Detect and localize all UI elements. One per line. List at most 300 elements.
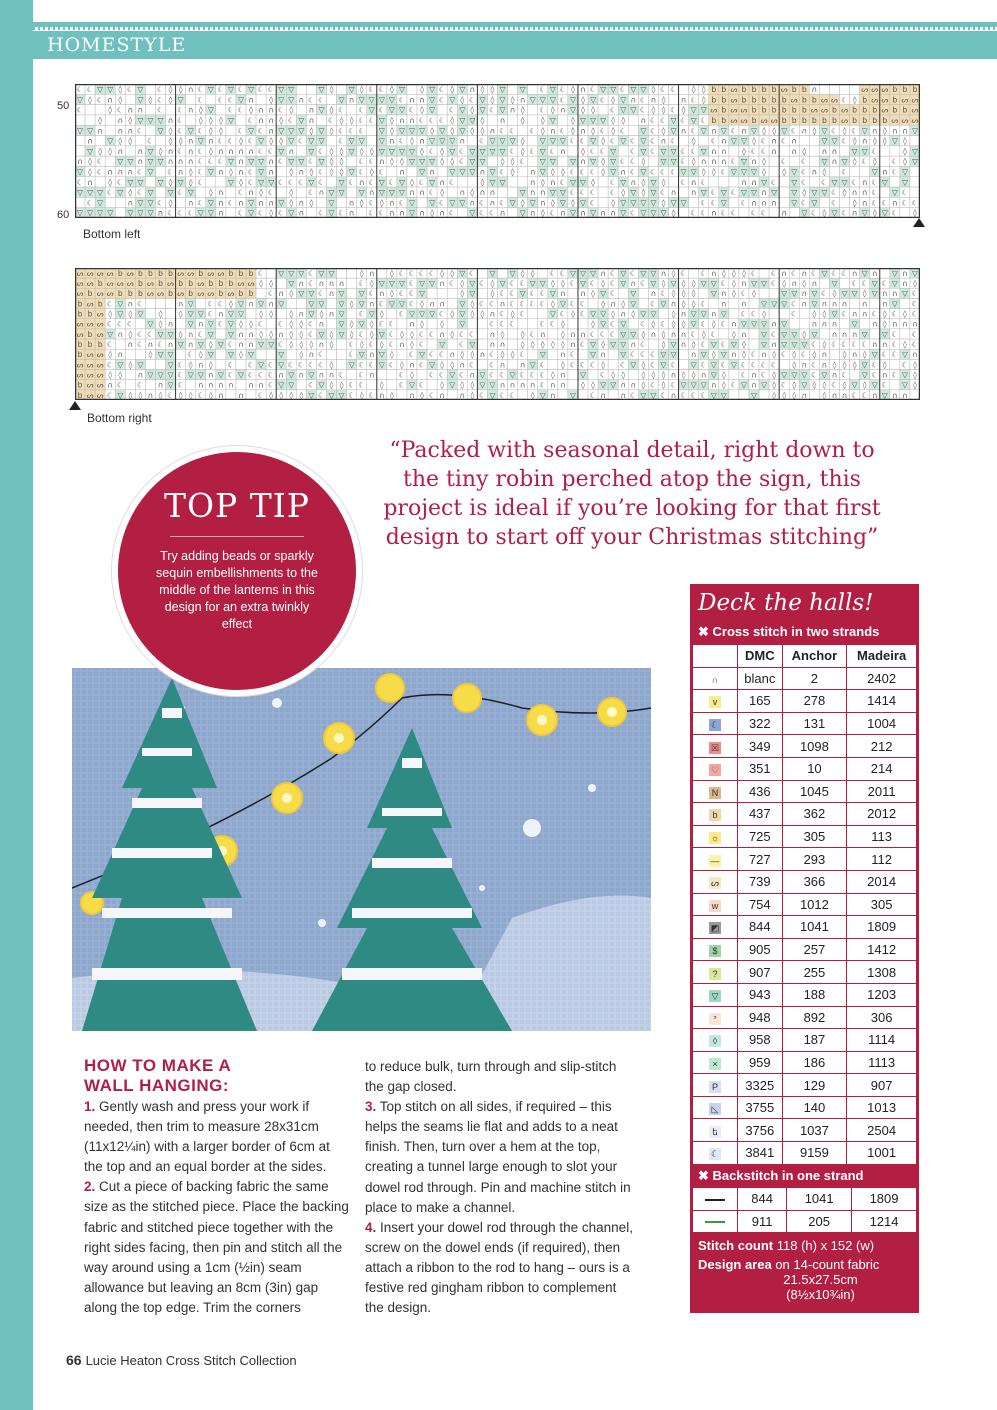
svg-text:∩: ∩ (761, 188, 767, 198)
svg-text:b: b (248, 289, 254, 299)
svg-text:☾: ☾ (136, 329, 144, 339)
svg-text:◊: ◊ (641, 380, 646, 390)
svg-text:∩: ∩ (419, 208, 425, 218)
svg-text:☾: ☾ (177, 380, 185, 390)
svg-text:◊: ◊ (128, 390, 133, 400)
svg-text:◊: ◊ (108, 309, 113, 319)
svg-text:☾: ☾ (277, 339, 285, 349)
svg-text:☾: ☾ (891, 309, 899, 319)
key-dmc-cell: 943 (738, 983, 783, 1006)
svg-text:◊: ◊ (560, 167, 565, 177)
svg-text:▽: ▽ (539, 167, 546, 177)
svg-text:▽: ▽ (811, 299, 818, 309)
svg-text:☾: ☾ (267, 360, 275, 370)
svg-text:∩: ∩ (248, 95, 254, 105)
svg-text:◊: ◊ (651, 85, 656, 95)
svg-text:∩: ∩ (851, 188, 858, 198)
svg-text:◊: ◊ (812, 309, 817, 319)
svg-text:▽: ▽ (720, 198, 727, 208)
svg-text:☾: ☾ (418, 380, 426, 390)
svg-text:◊: ◊ (742, 268, 746, 278)
svg-text:∩: ∩ (248, 339, 254, 349)
svg-text:◊: ◊ (128, 136, 133, 146)
svg-text:▽: ▽ (569, 157, 576, 167)
svg-text:▽: ▽ (288, 95, 295, 105)
svg-text:☾: ☾ (338, 136, 346, 146)
svg-text:☾: ☾ (136, 167, 144, 177)
svg-text:☾: ☾ (800, 167, 808, 177)
svg-text:∩: ∩ (580, 85, 586, 95)
svg-text:◊: ◊ (852, 360, 857, 370)
svg-text:◊: ◊ (118, 95, 123, 105)
thread-symbol-icon: ◺ (709, 1103, 721, 1115)
svg-text:☾: ☾ (509, 390, 517, 400)
svg-text:▽: ▽ (881, 329, 888, 339)
svg-text:▽: ▽ (318, 105, 325, 115)
svg-text:☾: ☾ (700, 360, 708, 370)
svg-text:▽: ▽ (720, 390, 727, 400)
svg-text:◊: ◊ (309, 198, 314, 208)
svg-text:☾: ☾ (307, 360, 315, 370)
svg-text:◊: ◊ (400, 360, 404, 370)
svg-text:▽: ▽ (912, 268, 918, 278)
svg-text:☾: ☾ (358, 157, 366, 167)
key-madeira-cell: 113 (847, 825, 917, 848)
svg-text:☾: ☾ (831, 380, 838, 390)
svg-text:▽: ▽ (358, 299, 365, 309)
svg-text:∩: ∩ (409, 390, 415, 400)
svg-text:◊: ◊ (389, 390, 394, 400)
chart-bottom-right (75, 268, 920, 400)
svg-text:◊: ◊ (98, 146, 103, 156)
svg-text:☾: ☾ (599, 146, 607, 156)
svg-text:◊: ◊ (842, 380, 847, 390)
svg-text:◊: ◊ (188, 390, 193, 400)
svg-text:☾: ☾ (831, 126, 838, 136)
key-anchor-cell: 1041 (782, 916, 847, 939)
svg-text:◊: ◊ (490, 289, 495, 299)
key-symbol-cell (693, 870, 738, 893)
svg-text:▽: ▽ (489, 380, 496, 390)
svg-text:▽: ▽ (419, 126, 426, 136)
svg-text:◊: ◊ (470, 350, 475, 360)
svg-text:☾: ☾ (338, 105, 346, 115)
svg-text:◊: ◊ (329, 126, 334, 136)
svg-text:▽: ▽ (529, 95, 536, 105)
svg-text:▽: ▽ (227, 115, 234, 125)
thread-symbol-icon: P (709, 1081, 721, 1093)
svg-text:∩: ∩ (389, 136, 395, 146)
design-area-size (698, 1272, 913, 1302)
svg-text:◊: ◊ (591, 289, 595, 299)
key-cross-heading: ✖ Cross stitch in two strands (698, 624, 880, 639)
svg-text:∩: ∩ (298, 279, 305, 289)
svg-text:∩: ∩ (97, 126, 103, 136)
key-row (693, 848, 917, 871)
svg-text:☾: ☾ (106, 188, 114, 198)
svg-text:☾: ☾ (861, 279, 869, 289)
svg-text:☾: ☾ (378, 208, 386, 218)
svg-text:▽: ▽ (137, 115, 144, 125)
svg-text:▽: ▽ (348, 146, 355, 156)
svg-text:∩: ∩ (831, 146, 838, 156)
svg-text:▽: ▽ (469, 157, 476, 167)
svg-text:☾: ☾ (770, 329, 778, 339)
thread-key-table (692, 644, 917, 1165)
svg-text:☾: ☾ (539, 105, 547, 115)
svg-text:▽: ▽ (670, 198, 677, 208)
svg-text:◊: ◊ (128, 329, 133, 339)
svg-text:▽: ▽ (912, 126, 918, 136)
svg-text:◊: ◊ (561, 329, 565, 339)
svg-text:☾: ☾ (841, 339, 848, 349)
svg-text:▽: ▽ (328, 390, 335, 400)
svg-text:☾: ☾ (86, 85, 94, 95)
svg-text:∩: ∩ (670, 390, 677, 400)
svg-text:∩: ∩ (308, 350, 315, 360)
svg-text:◊: ◊ (450, 309, 455, 319)
svg-text:▽: ▽ (288, 136, 295, 146)
svg-text:∩: ∩ (318, 319, 325, 329)
svg-text:◊: ◊ (882, 136, 887, 146)
svg-text:◊: ◊ (772, 126, 777, 136)
svg-text:☾: ☾ (438, 350, 446, 360)
svg-text:∩: ∩ (238, 198, 244, 208)
svg-text:▽: ▽ (298, 268, 305, 278)
svg-text:☾: ☾ (177, 115, 185, 125)
svg-text:∩: ∩ (248, 146, 254, 156)
svg-text:☾: ☾ (780, 380, 788, 390)
svg-text:☾: ☾ (217, 319, 225, 329)
svg-text:▽: ▽ (690, 115, 697, 125)
svg-text:▽: ▽ (77, 167, 83, 177)
svg-text:◊: ◊ (249, 319, 253, 329)
step-text: Gently wash and press your work if needed, then trim to measure 28x31cm (11x12¼in) with a larger border of 6cm at the top and an equal border at the sides. (84, 1099, 330, 1175)
svg-text:☾: ☾ (549, 268, 557, 278)
svg-text:◊: ◊ (550, 370, 555, 380)
svg-text:b: b (158, 268, 163, 278)
svg-text:☾: ☾ (438, 115, 446, 125)
svg-text:▽: ▽ (499, 136, 506, 146)
svg-text:ᔕ: ᔕ (730, 95, 738, 105)
svg-text:☾: ☾ (569, 136, 577, 146)
svg-text:∩: ∩ (690, 177, 697, 187)
svg-text:∩: ∩ (348, 208, 355, 218)
instructions-title-line2: WALL HANGING: (84, 1076, 230, 1095)
svg-text:◊: ◊ (671, 289, 676, 299)
svg-text:▽: ▽ (409, 309, 415, 319)
svg-text:b: b (862, 115, 868, 125)
svg-text:▽: ▽ (901, 177, 908, 187)
svg-text:◊: ◊ (691, 136, 696, 146)
svg-text:▽: ▽ (117, 157, 124, 167)
svg-text:☾: ☾ (589, 188, 597, 198)
svg-text:▽: ▽ (157, 370, 164, 380)
svg-text:∩: ∩ (399, 208, 405, 218)
svg-text:▽: ▽ (429, 198, 436, 208)
svg-text:◊: ◊ (218, 126, 223, 136)
key-symbol-cell (693, 667, 738, 690)
svg-text:◊: ◊ (359, 339, 364, 349)
svg-text:∩: ∩ (821, 146, 828, 156)
svg-text:☾: ☾ (237, 85, 245, 95)
svg-text:ᔕ: ᔕ (96, 319, 104, 329)
svg-text:▽: ▽ (127, 177, 134, 187)
svg-text:☾: ☾ (509, 279, 517, 289)
svg-text:∩: ∩ (127, 198, 134, 208)
svg-text:▽: ▽ (861, 370, 868, 380)
key-dmc-cell: 959 (738, 1051, 783, 1074)
svg-text:∩: ∩ (871, 390, 878, 400)
svg-text:∩: ∩ (288, 146, 295, 156)
svg-text:∩: ∩ (238, 390, 244, 400)
svg-text:☾: ☾ (639, 339, 647, 349)
svg-text:▽: ▽ (398, 146, 405, 156)
svg-text:☾: ☾ (881, 350, 889, 360)
svg-text:∩: ∩ (318, 370, 325, 380)
svg-text:◊: ◊ (601, 339, 606, 349)
svg-text:∩: ∩ (368, 188, 375, 198)
svg-text:b: b (771, 95, 777, 105)
svg-text:∩: ∩ (771, 136, 777, 146)
svg-text:▽: ▽ (891, 136, 898, 146)
svg-text:◊: ◊ (762, 157, 766, 167)
svg-text:◊: ◊ (671, 268, 676, 278)
svg-text:▽: ▽ (630, 105, 637, 115)
svg-text:b: b (781, 115, 787, 125)
svg-text:◊: ◊ (611, 95, 616, 105)
svg-text:∩: ∩ (248, 380, 254, 390)
svg-text:▽: ▽ (690, 380, 697, 390)
svg-text:◊: ◊ (520, 329, 525, 339)
svg-text:∩: ∩ (811, 319, 818, 329)
svg-text:☾: ☾ (891, 339, 899, 349)
key-row (693, 825, 917, 848)
svg-text:◊: ◊ (701, 95, 706, 105)
svg-text:b: b (188, 279, 194, 289)
svg-text:☾: ☾ (157, 105, 164, 115)
svg-text:☾: ☾ (700, 198, 708, 208)
svg-text:▽: ▽ (429, 157, 436, 167)
svg-text:◊: ◊ (520, 115, 525, 125)
svg-text:▽: ▽ (248, 157, 255, 167)
svg-text:☾: ☾ (96, 167, 104, 177)
svg-text:▽: ▽ (318, 126, 325, 136)
svg-text:∩: ∩ (861, 188, 868, 198)
svg-text:☾: ☾ (197, 329, 205, 339)
svg-text:∩: ∩ (208, 370, 214, 380)
svg-text:▽: ▽ (811, 289, 818, 299)
svg-text:b: b (178, 279, 184, 289)
svg-text:☾: ☾ (237, 208, 245, 218)
svg-text:◊: ◊ (561, 279, 565, 289)
svg-text:ᔕ: ᔕ (126, 268, 134, 278)
svg-text:☾: ☾ (509, 126, 517, 136)
svg-text:▽: ▽ (690, 167, 697, 177)
svg-text:☾: ☾ (911, 198, 919, 208)
svg-text:◊: ◊ (701, 85, 706, 95)
svg-text:☾: ☾ (680, 268, 688, 278)
top-tip-title: TOP TIP (163, 486, 310, 525)
svg-text:▽: ▽ (378, 188, 385, 198)
svg-text:◊: ◊ (591, 319, 595, 329)
svg-text:∩: ∩ (892, 198, 898, 208)
svg-text:☾: ☾ (499, 126, 506, 136)
svg-text:▽: ▽ (700, 279, 707, 289)
svg-text:∩: ∩ (811, 279, 818, 289)
svg-text:◊: ◊ (913, 370, 917, 380)
svg-text:▽: ▽ (590, 309, 596, 319)
svg-text:☾: ☾ (871, 188, 879, 198)
svg-text:ᔕ: ᔕ (197, 289, 205, 299)
svg-text:▽: ▽ (720, 309, 727, 319)
svg-text:◊: ◊ (359, 146, 364, 156)
svg-text:◊: ◊ (681, 289, 686, 299)
svg-text:☾: ☾ (891, 208, 899, 218)
svg-text:▽: ▽ (700, 126, 707, 136)
key-row (693, 780, 917, 803)
svg-text:◊: ◊ (329, 157, 334, 167)
svg-text:▽: ▽ (841, 177, 848, 187)
svg-text:∩: ∩ (238, 167, 244, 177)
svg-text:▽: ▽ (167, 370, 174, 380)
svg-text:∩: ∩ (690, 188, 697, 198)
svg-text:∩: ∩ (338, 279, 345, 289)
svg-text:☾: ☾ (720, 319, 728, 329)
svg-text:ᔕ: ᔕ (106, 268, 114, 278)
svg-text:∩: ∩ (298, 370, 305, 380)
svg-text:∩: ∩ (811, 85, 818, 95)
svg-text:◊: ◊ (913, 279, 917, 289)
svg-text:◊: ◊ (681, 319, 686, 329)
svg-text:☾: ☾ (76, 105, 84, 115)
svg-text:ᔕ: ᔕ (217, 268, 225, 278)
svg-text:◊: ◊ (480, 115, 485, 125)
svg-text:▽: ▽ (147, 208, 154, 218)
svg-text:☾: ☾ (700, 299, 708, 309)
svg-text:☾: ☾ (549, 319, 557, 329)
svg-text:▽: ▽ (831, 208, 838, 218)
svg-text:◊: ◊ (681, 299, 686, 309)
svg-text:▽: ▽ (187, 370, 194, 380)
svg-text:◊: ◊ (852, 95, 857, 105)
svg-text:▽: ▽ (419, 279, 425, 289)
svg-text:▽: ▽ (378, 136, 385, 146)
svg-text:◊: ◊ (239, 350, 243, 360)
svg-text:☾: ☾ (680, 177, 688, 187)
thread-symbol-icon: ☼ (710, 833, 720, 844)
key-title: Deck the halls! (698, 590, 874, 616)
svg-text:∩: ∩ (539, 329, 546, 339)
svg-text:ᔕ: ᔕ (96, 370, 104, 380)
svg-text:ᔕ: ᔕ (831, 95, 838, 105)
svg-text:◊: ◊ (410, 339, 414, 349)
svg-text:▽: ▽ (670, 115, 677, 125)
svg-text:∩: ∩ (771, 146, 777, 156)
svg-text:◊: ◊ (108, 350, 113, 360)
svg-text:◊: ◊ (591, 177, 595, 187)
svg-text:b: b (87, 289, 93, 299)
svg-text:◊: ◊ (410, 136, 414, 146)
svg-text:☾: ☾ (106, 299, 114, 309)
svg-text:∩: ∩ (751, 380, 757, 390)
svg-text:▽: ▽ (821, 268, 828, 278)
svg-text:▽: ▽ (207, 208, 214, 218)
svg-text:☾: ☾ (670, 105, 678, 115)
svg-text:☾: ☾ (76, 177, 84, 187)
svg-text:◊: ◊ (571, 309, 575, 319)
svg-text:☾: ☾ (438, 370, 446, 380)
svg-text:∩: ∩ (821, 299, 828, 309)
svg-text:▽: ▽ (751, 319, 757, 329)
step-text: Insert your dowel rod through the channel, screw on the dowel ends (if required), then attach a ribbon to the rod to hang – ours is a festive red gingham ribbon to complement the design. (365, 1219, 633, 1316)
svg-text:☾: ☾ (227, 198, 235, 208)
svg-text:▽: ▽ (308, 146, 315, 156)
svg-text:◊: ◊ (842, 350, 847, 360)
svg-text:▽: ▽ (187, 309, 194, 319)
svg-text:☾: ☾ (277, 105, 285, 115)
svg-text:☾: ☾ (629, 157, 637, 167)
svg-text:ᔕ: ᔕ (76, 329, 84, 339)
svg-text:∩: ∩ (479, 167, 486, 177)
svg-text:∩: ∩ (881, 167, 888, 177)
svg-text:∩: ∩ (560, 289, 566, 299)
svg-text:◊: ◊ (500, 329, 505, 339)
svg-text:☾: ☾ (267, 85, 275, 95)
svg-text:◊: ◊ (198, 115, 203, 125)
svg-text:◊: ◊ (711, 319, 716, 329)
svg-text:☾: ☾ (489, 299, 496, 309)
svg-text:▽: ▽ (670, 339, 677, 349)
svg-text:☾: ☾ (157, 95, 164, 105)
svg-text:∩: ∩ (710, 208, 717, 218)
svg-text:▽: ▽ (459, 268, 466, 278)
key-dmc-cell: 3755 (738, 1096, 783, 1119)
svg-text:◊: ◊ (249, 105, 253, 115)
svg-text:◊: ◊ (450, 268, 455, 278)
svg-text:☾: ☾ (257, 370, 265, 380)
svg-text:▽: ▽ (207, 105, 214, 115)
svg-text:☾: ☾ (398, 380, 406, 390)
svg-text:b: b (801, 85, 807, 95)
svg-text:☾: ☾ (911, 339, 919, 349)
svg-text:▽: ▽ (308, 390, 315, 400)
svg-text:☾: ☾ (348, 177, 356, 187)
svg-text:b: b (148, 268, 153, 278)
svg-text:☾: ☾ (478, 198, 486, 208)
key-anchor-cell: 140 (782, 1096, 847, 1119)
svg-text:▽: ▽ (177, 339, 184, 349)
svg-text:◊: ◊ (88, 167, 93, 177)
svg-text:◊: ◊ (681, 370, 686, 380)
svg-text:◊: ◊ (188, 177, 193, 187)
svg-text:◊: ◊ (842, 126, 847, 136)
svg-text:▽: ▽ (781, 126, 788, 136)
step-text: Cut a piece of backing fabric the same size as the stitched piece. Place the backing fabric and stitched piece together with the right sides facing, then pin and stitch all the way around using a 1cm (½in) seam allowance but leaving an 8cm (3in) gap along the top edge. Trim the corners (84, 1179, 349, 1315)
key-madeira-cell: 214 (847, 757, 917, 780)
svg-text:▽: ▽ (409, 208, 415, 218)
key-dmc-cell: 844 (738, 916, 783, 939)
svg-text:b: b (137, 289, 143, 299)
key-dmc-cell: 349 (738, 735, 783, 758)
svg-text:◊: ◊ (872, 136, 877, 146)
svg-text:b: b (228, 268, 234, 278)
svg-text:▽: ▽ (670, 279, 677, 289)
svg-text:◊: ◊ (158, 309, 163, 319)
svg-text:∩: ∩ (368, 370, 375, 380)
svg-text:▽: ▽ (549, 95, 556, 105)
svg-text:▽: ▽ (791, 339, 798, 349)
